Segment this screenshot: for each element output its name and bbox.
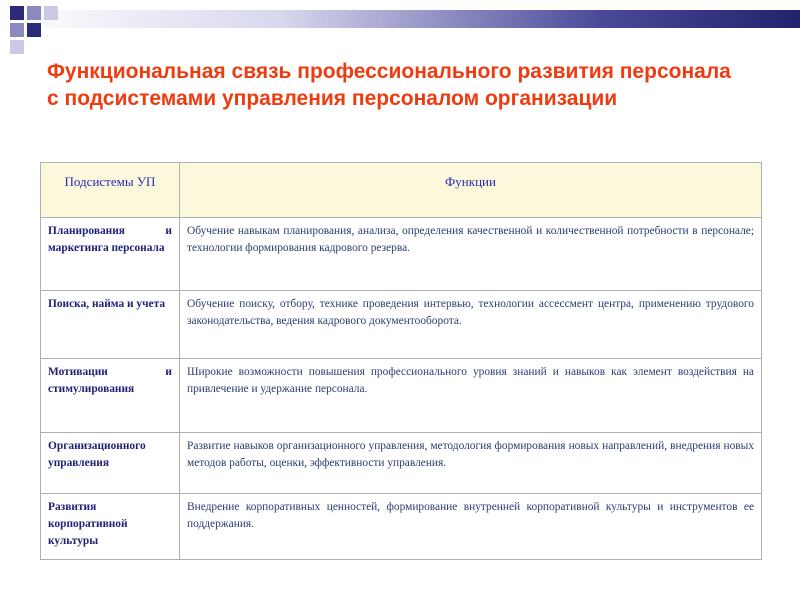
- functions-cell: Обучение навыкам планирования, анализа, определения качественной и количественной потребности в персонале; технологии формирования кадрового резерва.: [180, 218, 762, 291]
- table-row: [41, 218, 762, 291]
- subsystem-cell: Мотивации и стимулирования: [41, 359, 180, 433]
- table-row: [41, 291, 762, 359]
- header-functions: Функции: [180, 163, 762, 218]
- table-header-row: [41, 163, 762, 218]
- subsystem-cell: Планирования и маркетинга персонала: [41, 218, 180, 291]
- subsystem-cell: Развития корпоративной культуры: [41, 494, 180, 560]
- table-row: [41, 359, 762, 433]
- decorative-gradient-band: [0, 10, 800, 28]
- table-row: [41, 433, 762, 494]
- slide-title: Функциональная связь профессионального развития персонала с подсистемами управления персоналом организации: [47, 60, 731, 110]
- decorative-square: [27, 23, 41, 37]
- functions-cell: Обучение поиску, отбору, технике проведения интервью, технологии ассессмент центра, применению трудового законодательства, ведения кадрового документооборота.: [180, 291, 762, 359]
- functions-cell: Широкие возможности повышения профессионального уровня знаний и навыков как элемент воздействия на привлечение и удержание персонала.: [180, 359, 762, 433]
- decorative-square: [10, 40, 24, 54]
- functions-cell: Внедрение корпоративных ценностей, формирование внутренней корпоративной культуры и инструментов ее поддержания.: [180, 494, 762, 560]
- subsystem-cell: Поиска, найма и учета: [41, 291, 180, 359]
- decorative-square: [10, 23, 24, 37]
- table-row: [41, 494, 762, 560]
- functions-cell: Развитие навыков организационного управления, методология формирования новых направлений, внедрения новых методов работы, оценки, эффективности управления.: [180, 433, 762, 494]
- subsystem-cell: Организационного управления: [41, 433, 180, 494]
- decorative-square: [44, 6, 58, 20]
- functions-table: [40, 162, 762, 560]
- decorative-square: [10, 6, 24, 20]
- header-subsystems: Подсистемы УП: [41, 163, 180, 218]
- decorative-square: [27, 6, 41, 20]
